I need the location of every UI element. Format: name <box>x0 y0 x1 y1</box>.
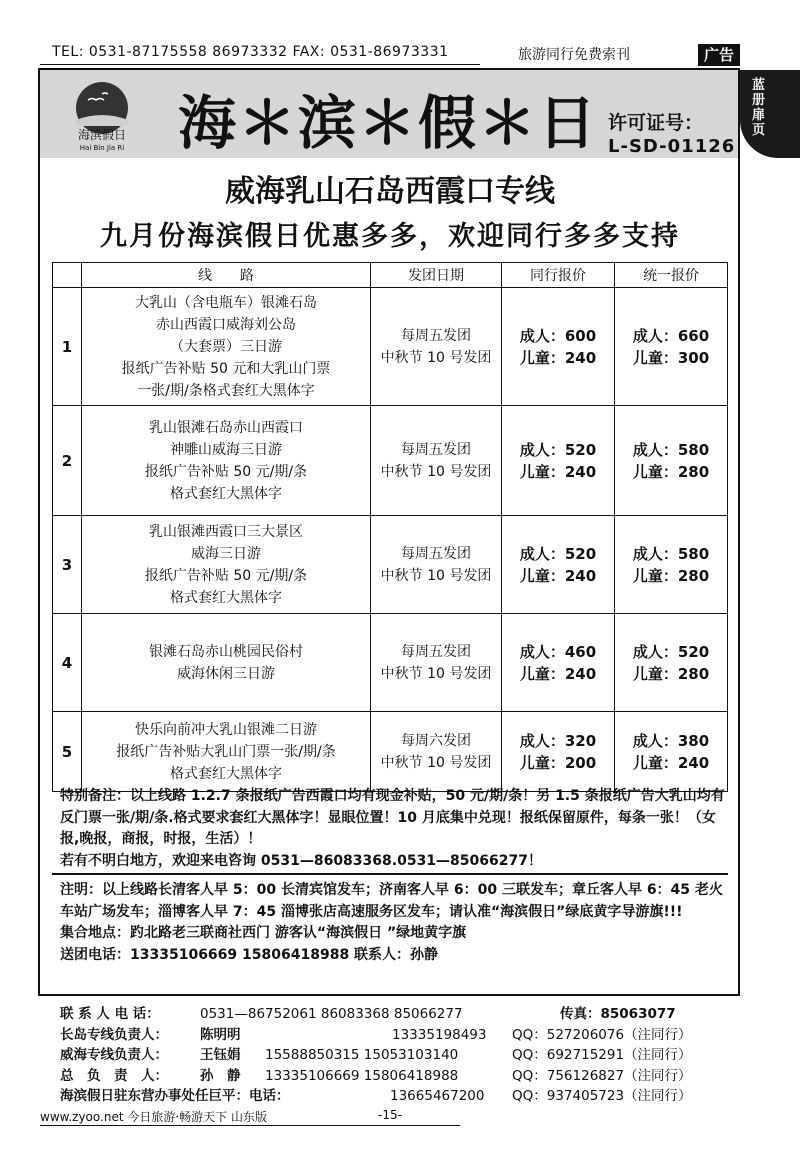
contact-phones: 13335106669 15806418988 <box>265 1067 459 1084</box>
route-cell: 大乳山（含电瓶车）银滩石岛 赤山西霞口威海刘公岛 （大套票）三日游 报纸广告补贴 50 元和大乳山门票 一张/期/条格式套红大黑体字 <box>82 288 371 406</box>
contact-phones: 13665467200 <box>390 1088 485 1104</box>
table-row <box>53 712 728 792</box>
peer-price-cell: 成人：520 儿童：240 <box>502 406 615 516</box>
route-cell: 快乐向前冲大乳山银滩二日游 报纸广告补贴大乳山门票一张/期/条 格式套红大黑体字 <box>82 712 371 792</box>
unified-price-cell: 成人：580 儿童：280 <box>615 516 728 614</box>
contact-name: 陈明明 <box>200 1026 241 1043</box>
row-number: 1 <box>53 288 82 406</box>
logo-pinyin: Hai Bin Jia Ri <box>79 144 125 152</box>
table-row <box>53 288 728 406</box>
header-peer-price: 同行报价 <box>502 263 615 288</box>
permit-label: 许可证号： <box>608 112 704 134</box>
contact-list <box>60 1004 740 1107</box>
footer-underline <box>40 1125 460 1126</box>
page-number: -15- <box>378 1108 402 1122</box>
header-contact: TEL: 0531-87175558 86973332 FAX: 0531-86973331 <box>52 44 449 60</box>
header-slogan: 旅游同行免费索刊 <box>518 47 630 63</box>
unified-price-cell: 成人：580 儿童：280 <box>615 406 728 516</box>
contact-phones: 13335198493 <box>392 1026 487 1043</box>
header-route: 线 路 <box>82 263 371 288</box>
header-unified-price: 统一报价 <box>615 263 728 288</box>
contact-fax: 传真：85063077 <box>560 1006 676 1022</box>
footer-site: www.zyoo.net 今日旅游·畅游天下 山东版 <box>40 1110 267 1124</box>
brand-title: 海＊滨＊假＊日 <box>178 89 599 157</box>
contact-label: 总 负 责 人： <box>60 1067 168 1084</box>
header-underline <box>40 64 480 65</box>
unified-price-cell: 成人：520 儿童：280 <box>615 614 728 712</box>
ad-label: 广告 <box>698 44 740 66</box>
contact-label: 海滨假日驻东营办事处任巨平：电话： <box>60 1088 290 1104</box>
peer-price-cell: 成人：460 儿童：240 <box>502 614 615 712</box>
peer-price-cell: 成人：520 儿童：240 <box>502 516 615 614</box>
row-number: 3 <box>53 516 82 614</box>
peer-price-cell: 成人：600 儿童：240 <box>502 288 615 406</box>
route-cell: 乳山银滩石岛赤山西霞口 神雕山威海三日游 报纸广告补贴 50 元/期/条 格式套红大黑体字 <box>82 406 371 516</box>
contact-row <box>60 1004 740 1025</box>
logo-text: 海滨假日 <box>77 128 127 142</box>
dates-cell: 每周五发团 中秋节 10 号发团 <box>371 516 502 614</box>
contact-qq: QQ：937405723（注同行） <box>512 1088 692 1104</box>
contact-name: 王钰娟 <box>200 1047 241 1063</box>
contact-label: 威海专线负责人： <box>60 1047 168 1063</box>
contact-row <box>60 1086 740 1107</box>
remark-text: 特别备注：以上线路 1.2.7 条报纸广告西霞口均有现金补贴，50 元/期/条！另 1.5 条报纸广告大乳山均有反门票一张/期/条.格式要求套红大黑体字！显眼位置！10 月底集中兑现！报纸保留原件，每条一张！（女报,晚报，商报，时报，生活）！ <box>60 788 725 847</box>
delivery-phone: 送团电话：13335106669 15806418988 联系人：孙静 <box>60 946 439 963</box>
meeting-point: 集合地点：趵北路老三联商社西门 游客认“海滨假日 ”绿地黄字旗 <box>60 925 467 941</box>
route-title: 威海乳山石岛西霞口专线 <box>225 174 555 209</box>
peer-price-cell: 成人：320 儿童：200 <box>502 712 615 792</box>
special-remark <box>60 786 732 872</box>
divider <box>52 873 728 875</box>
price-table <box>52 262 728 792</box>
promo-tagline: 九月份海滨假日优惠多多，欢迎同行多多支持 <box>100 221 680 252</box>
row-number: 5 <box>53 712 82 792</box>
dates-cell: 每周五发团 中秋节 10 号发团 <box>371 288 502 406</box>
contact-phones: 0531—86752061 86083368 85066277 <box>200 1006 463 1022</box>
side-tab-label: 蓝册扉页 <box>752 78 766 138</box>
header-dates: 发团日期 <box>371 263 502 288</box>
contact-qq: QQ：756126827（注同行） <box>512 1067 692 1084</box>
row-number: 4 <box>53 614 82 712</box>
contact-phones: 15588850315 15053103140 <box>265 1047 459 1063</box>
permit-number: L-SD-01126 <box>608 136 736 157</box>
dates-cell: 每周五发团 中秋节 10 号发团 <box>371 614 502 712</box>
contact-label: 长岛专线负责人： <box>60 1026 168 1043</box>
contact-qq: QQ：692715291（注同行） <box>512 1047 692 1063</box>
unified-price-cell: 成人：380 儿童：240 <box>615 712 728 792</box>
brand-logo <box>52 80 152 152</box>
row-number: 2 <box>53 406 82 516</box>
table-row <box>53 516 728 614</box>
dates-cell: 每周六发团 中秋节 10 号发团 <box>371 712 502 792</box>
contact-label: 联 系 人 电 话： <box>60 1006 160 1022</box>
table-row <box>53 614 728 712</box>
note-text: 注明：以上线路长清客人早 5：00 长清宾馆发车；济南客人早 6：00 三联发车；章丘客人早 6：45 老火车站广场发车；淄博客人早 7：45 淄博张店高速服务区发车；请认准“海滨假日”绿底黄字导游旗!!! <box>60 882 723 920</box>
route-cell: 乳山银滩西霞口三大景区 威海三日游 报纸广告补贴 50 元/期/条 格式套红大黑体字 <box>82 516 371 614</box>
route-cell: 银滩石岛赤山桃园民俗村 威海休闲三日游 <box>82 614 371 712</box>
contact-row <box>60 1025 740 1046</box>
side-tab <box>740 70 800 158</box>
departure-note <box>60 880 732 966</box>
header-num <box>53 263 82 288</box>
contact-row <box>60 1066 740 1087</box>
table-row <box>53 406 728 516</box>
contact-qq: QQ：527206076（注同行） <box>512 1026 692 1043</box>
contact-name: 孙 静 <box>200 1067 241 1084</box>
dates-cell: 每周五发团 中秋节 10 号发团 <box>371 406 502 516</box>
remark-phone: 若有不明白地方，欢迎来电咨询 0531—86083368.0531—85066277！ <box>60 852 542 869</box>
table-header-row <box>53 263 728 288</box>
unified-price-cell: 成人：660 儿童：300 <box>615 288 728 406</box>
contact-row <box>60 1045 740 1066</box>
